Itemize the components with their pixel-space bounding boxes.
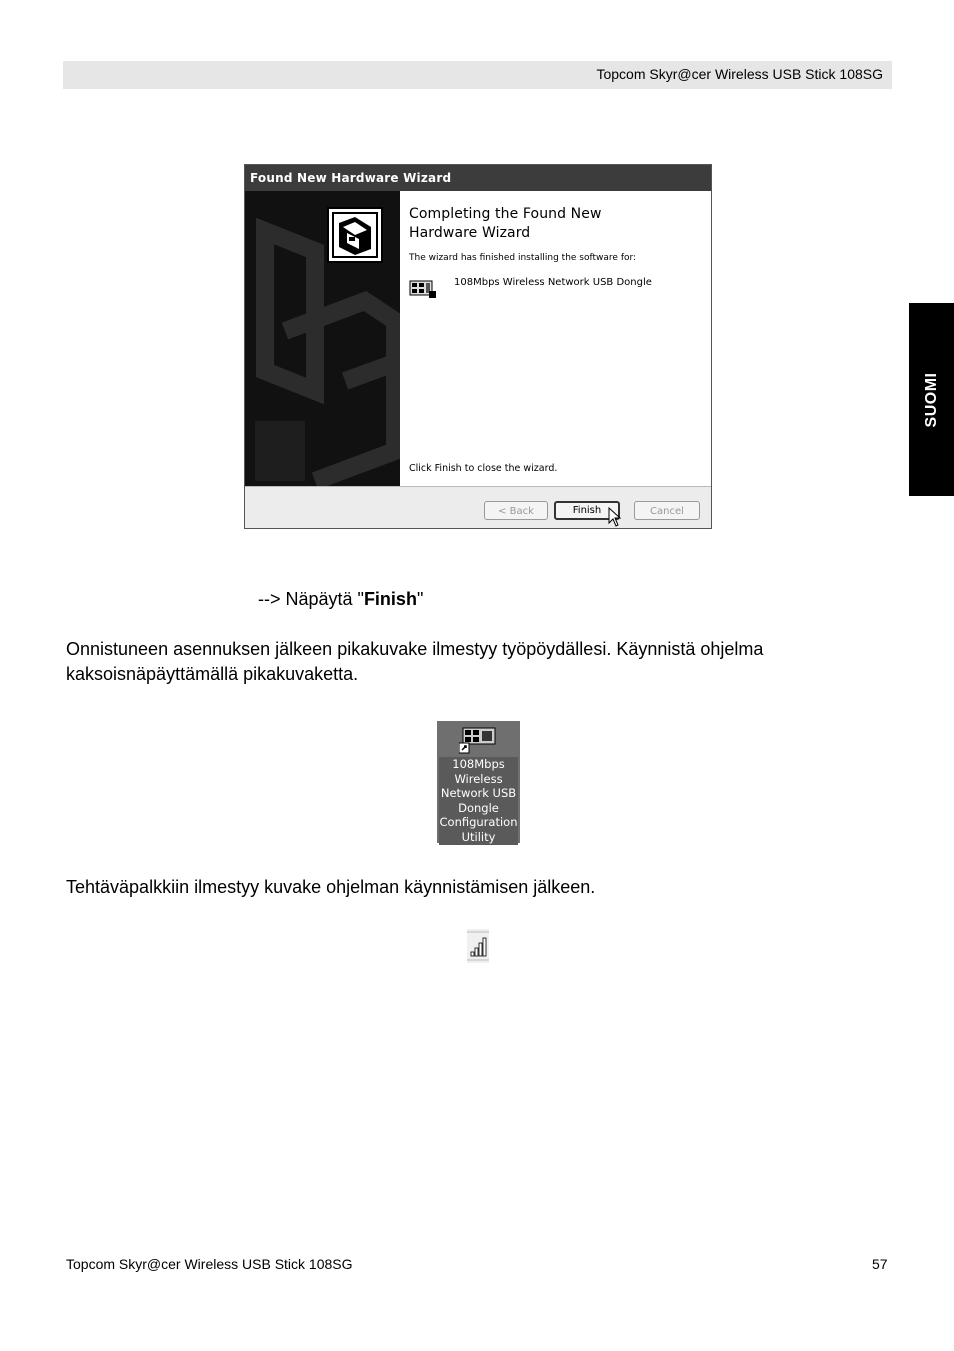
desktop-shortcut-label: 108Mbps Wireless Network USB Dongle Configuration Utility bbox=[439, 757, 518, 844]
wizard-description: The wizard has finished installing the software for: bbox=[409, 253, 637, 263]
footer-title: Topcom Skyr@cer Wireless USB Stick 108SG bbox=[66, 1256, 353, 1272]
wizard-side-panel bbox=[245, 191, 400, 486]
wizard-content bbox=[400, 191, 711, 486]
instruction-suffix: " bbox=[416, 589, 424, 609]
cancel-button[interactable]: Cancel bbox=[634, 501, 700, 520]
page-header bbox=[63, 61, 892, 89]
desktop-shortcut[interactable] bbox=[437, 721, 520, 843]
page-number: 57 bbox=[872, 1256, 888, 1272]
paragraph-tray: Tehtäväpalkkiin ilmestyy kuvake ohjelman käynnistämisen jälkeen. bbox=[66, 877, 596, 897]
header-title: Topcom Skyr@cer Wireless USB Stick 108SG bbox=[596, 66, 883, 82]
signal-strength-icon bbox=[467, 929, 489, 963]
wizard-title-bar: Found New Hardware Wizard bbox=[245, 165, 711, 191]
network-adapter-icon bbox=[459, 725, 499, 755]
language-tab-label: SUOMI bbox=[922, 372, 940, 427]
instruction-finish-emphasis: Finish bbox=[363, 589, 417, 609]
found-new-hardware-wizard bbox=[244, 164, 712, 529]
wizard-heading: Completing the Found New Hardware Wizard bbox=[409, 206, 602, 241]
mouse-cursor-icon bbox=[608, 507, 622, 527]
hardware-icon bbox=[327, 207, 383, 263]
wizard-button-bar bbox=[245, 486, 711, 529]
paragraph-shortcut: Onnistuneen asennuksen jälkeen pikakuvake ilmestyy työpöydällesi. Käynnistä ohjelma kaksoisnäpäyttämällä pikakuvaketta. bbox=[66, 639, 764, 684]
instruction-line bbox=[258, 589, 423, 610]
finish-button[interactable]: Finish bbox=[554, 501, 620, 520]
wizard-close-hint: Click Finish to close the wizard. bbox=[409, 463, 558, 474]
wizard-device-name: 108Mbps Wireless Network USB Dongle bbox=[454, 277, 652, 288]
language-tab bbox=[909, 303, 954, 496]
back-button[interactable]: < Back bbox=[484, 501, 548, 520]
network-adapter-icon bbox=[409, 279, 437, 299]
instruction-prefix: --> Näpäytä " bbox=[258, 589, 364, 609]
